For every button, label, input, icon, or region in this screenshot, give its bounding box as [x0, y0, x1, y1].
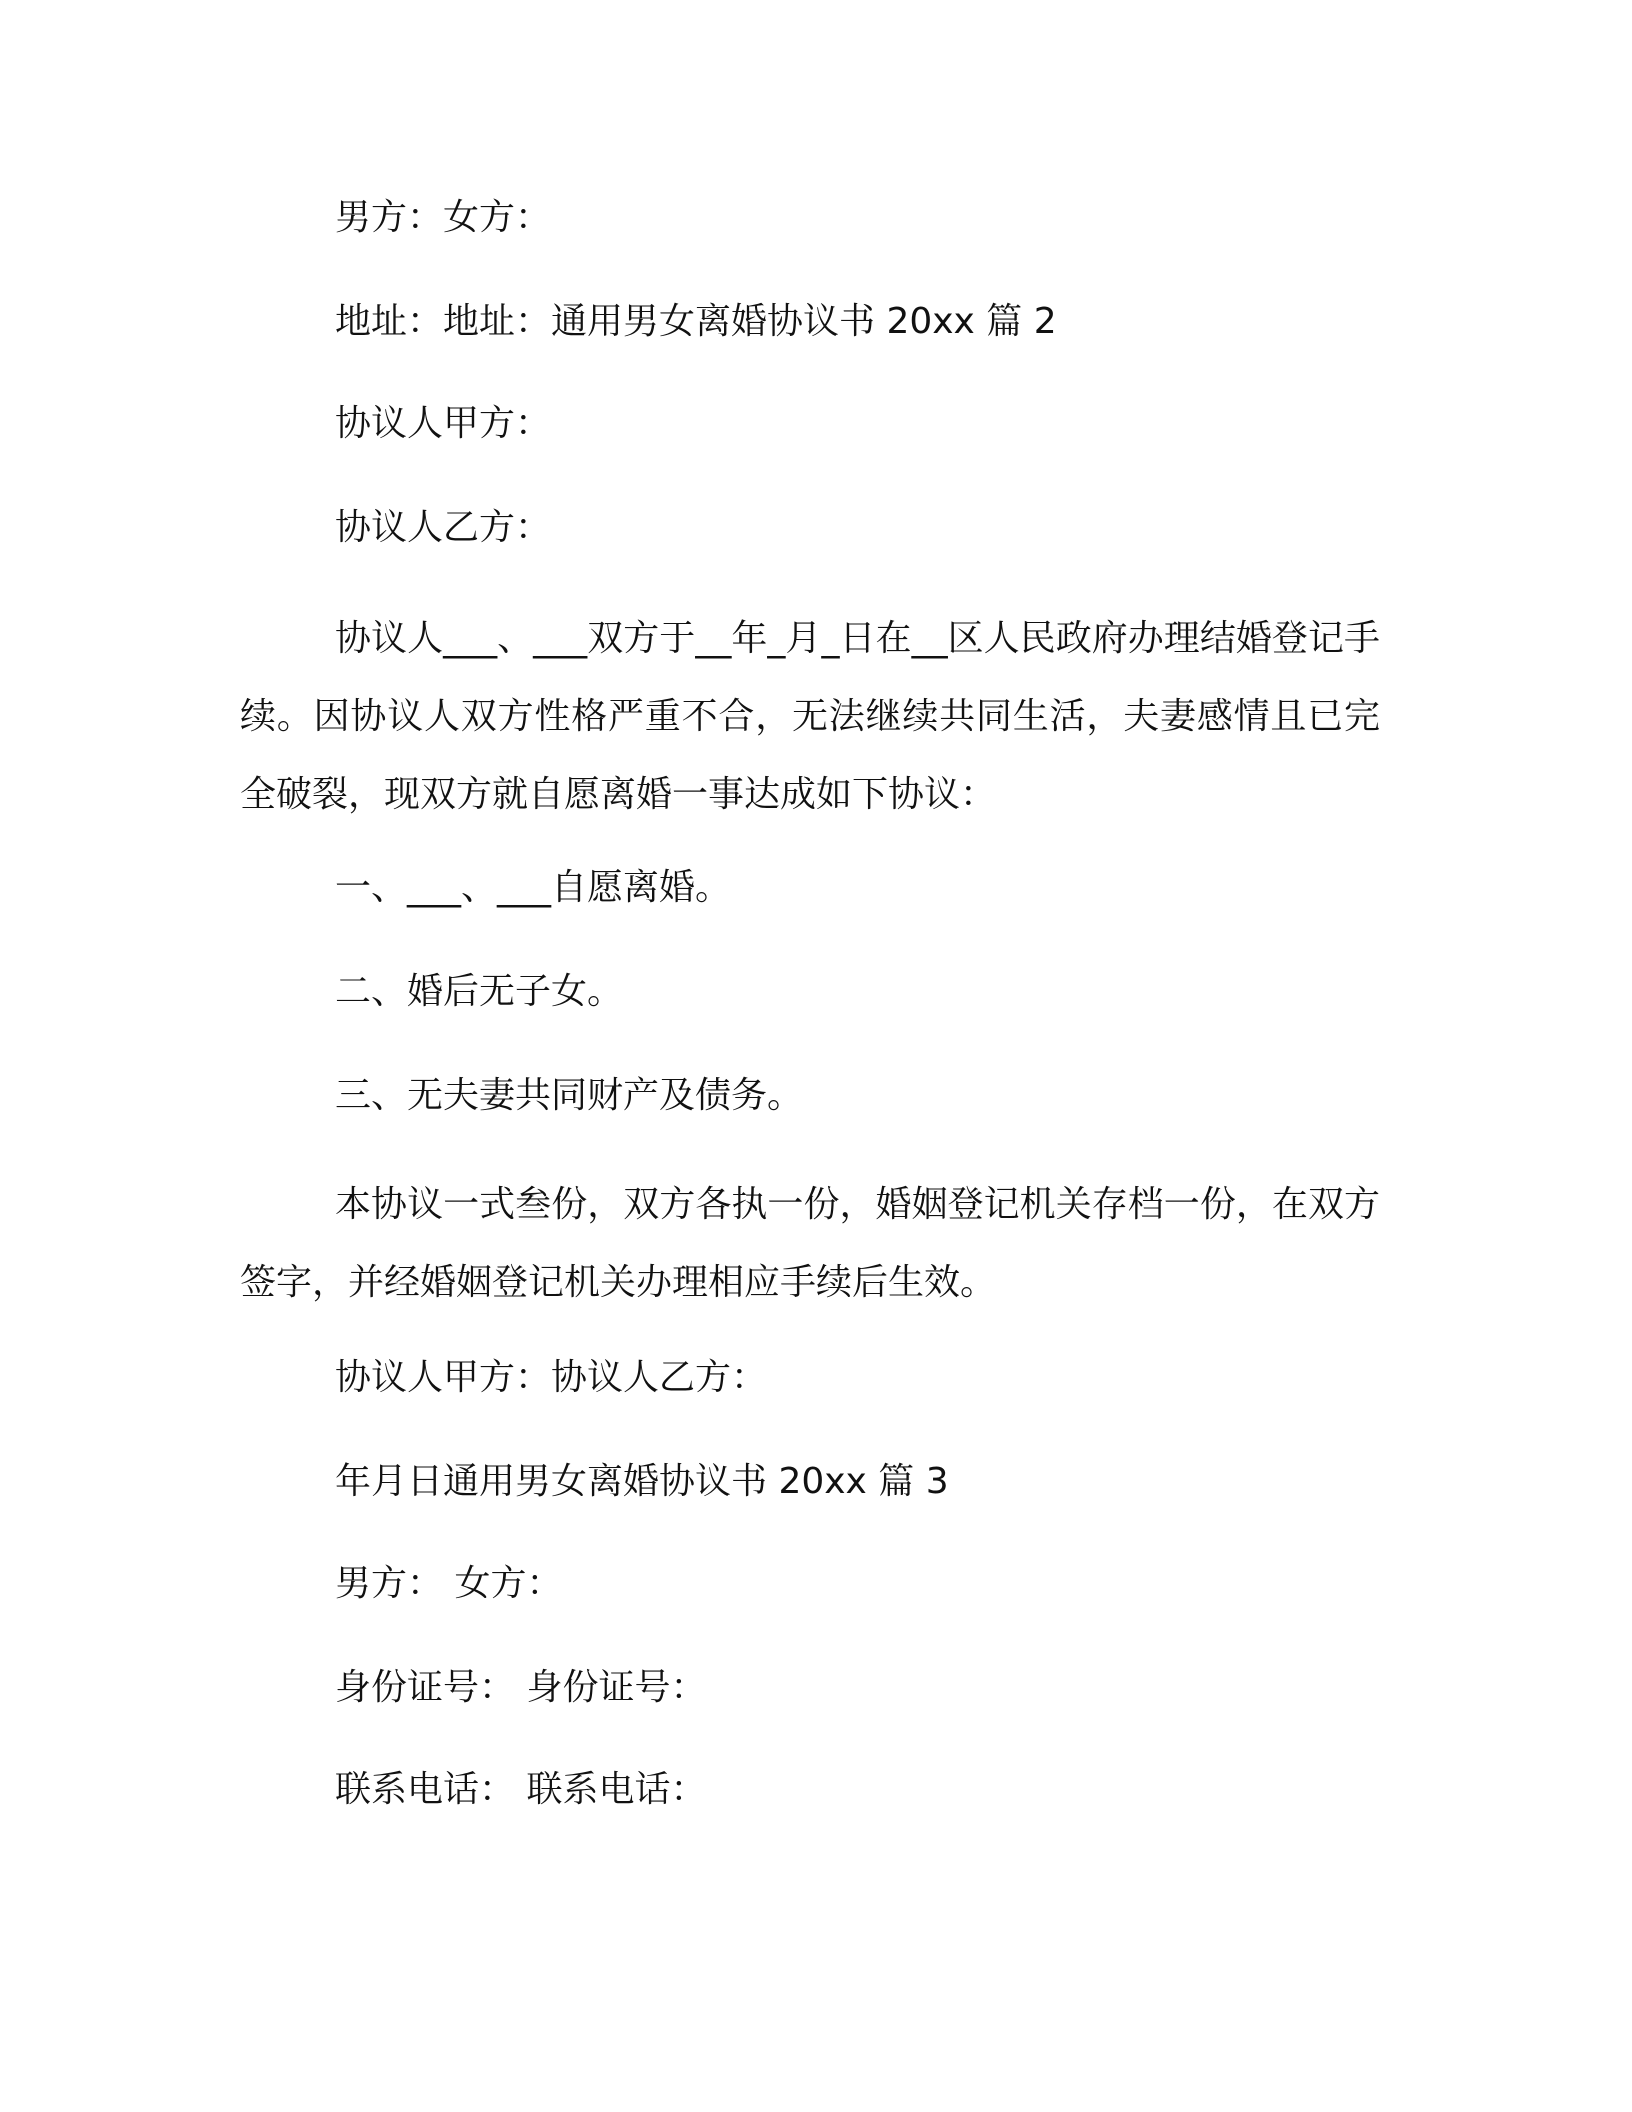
copies-paragraph: 本协议一式叁份，双方各执一份，婚姻登记机关存档一份，在双方签字，并经婚姻登记机关办理相应手续后生效。 [240, 1184, 1380, 1303]
phone-line: 联系电话： 联系电话： [335, 1769, 707, 1810]
clause-3: 三、无夫妻共同财产及债务。 [335, 1075, 804, 1116]
party-a-line: 协议人甲方： [335, 403, 552, 444]
clause-1: 一、___、___自愿离婚。 [335, 867, 732, 908]
party-b-line: 协议人乙方： [335, 507, 552, 548]
id-number-line: 身份证号： 身份证号： [335, 1667, 707, 1708]
clause-2: 二、婚后无子女。 [335, 971, 624, 1012]
signature-line: 协议人甲方：协议人乙方： [335, 1357, 768, 1398]
address-title-line: 地址：地址：通用男女离婚协议书 20xx 篇 2 [335, 301, 1057, 342]
party-names-line: 男方：女方： [335, 197, 552, 238]
agreement-paragraph: 协议人___、___双方于__年_月_日在__区人民政府办理结婚登记手续。因协议人双方性格严重不合，无法继续共同生活，夫妻感情且已完全破裂，现双方就自愿离婚一事达成如下协议： [240, 618, 1380, 815]
next-party-names-line: 男方： 女方： [335, 1563, 563, 1604]
next-title-line: 年月日通用男女离婚协议书 20xx 篇 3 [335, 1461, 949, 1502]
